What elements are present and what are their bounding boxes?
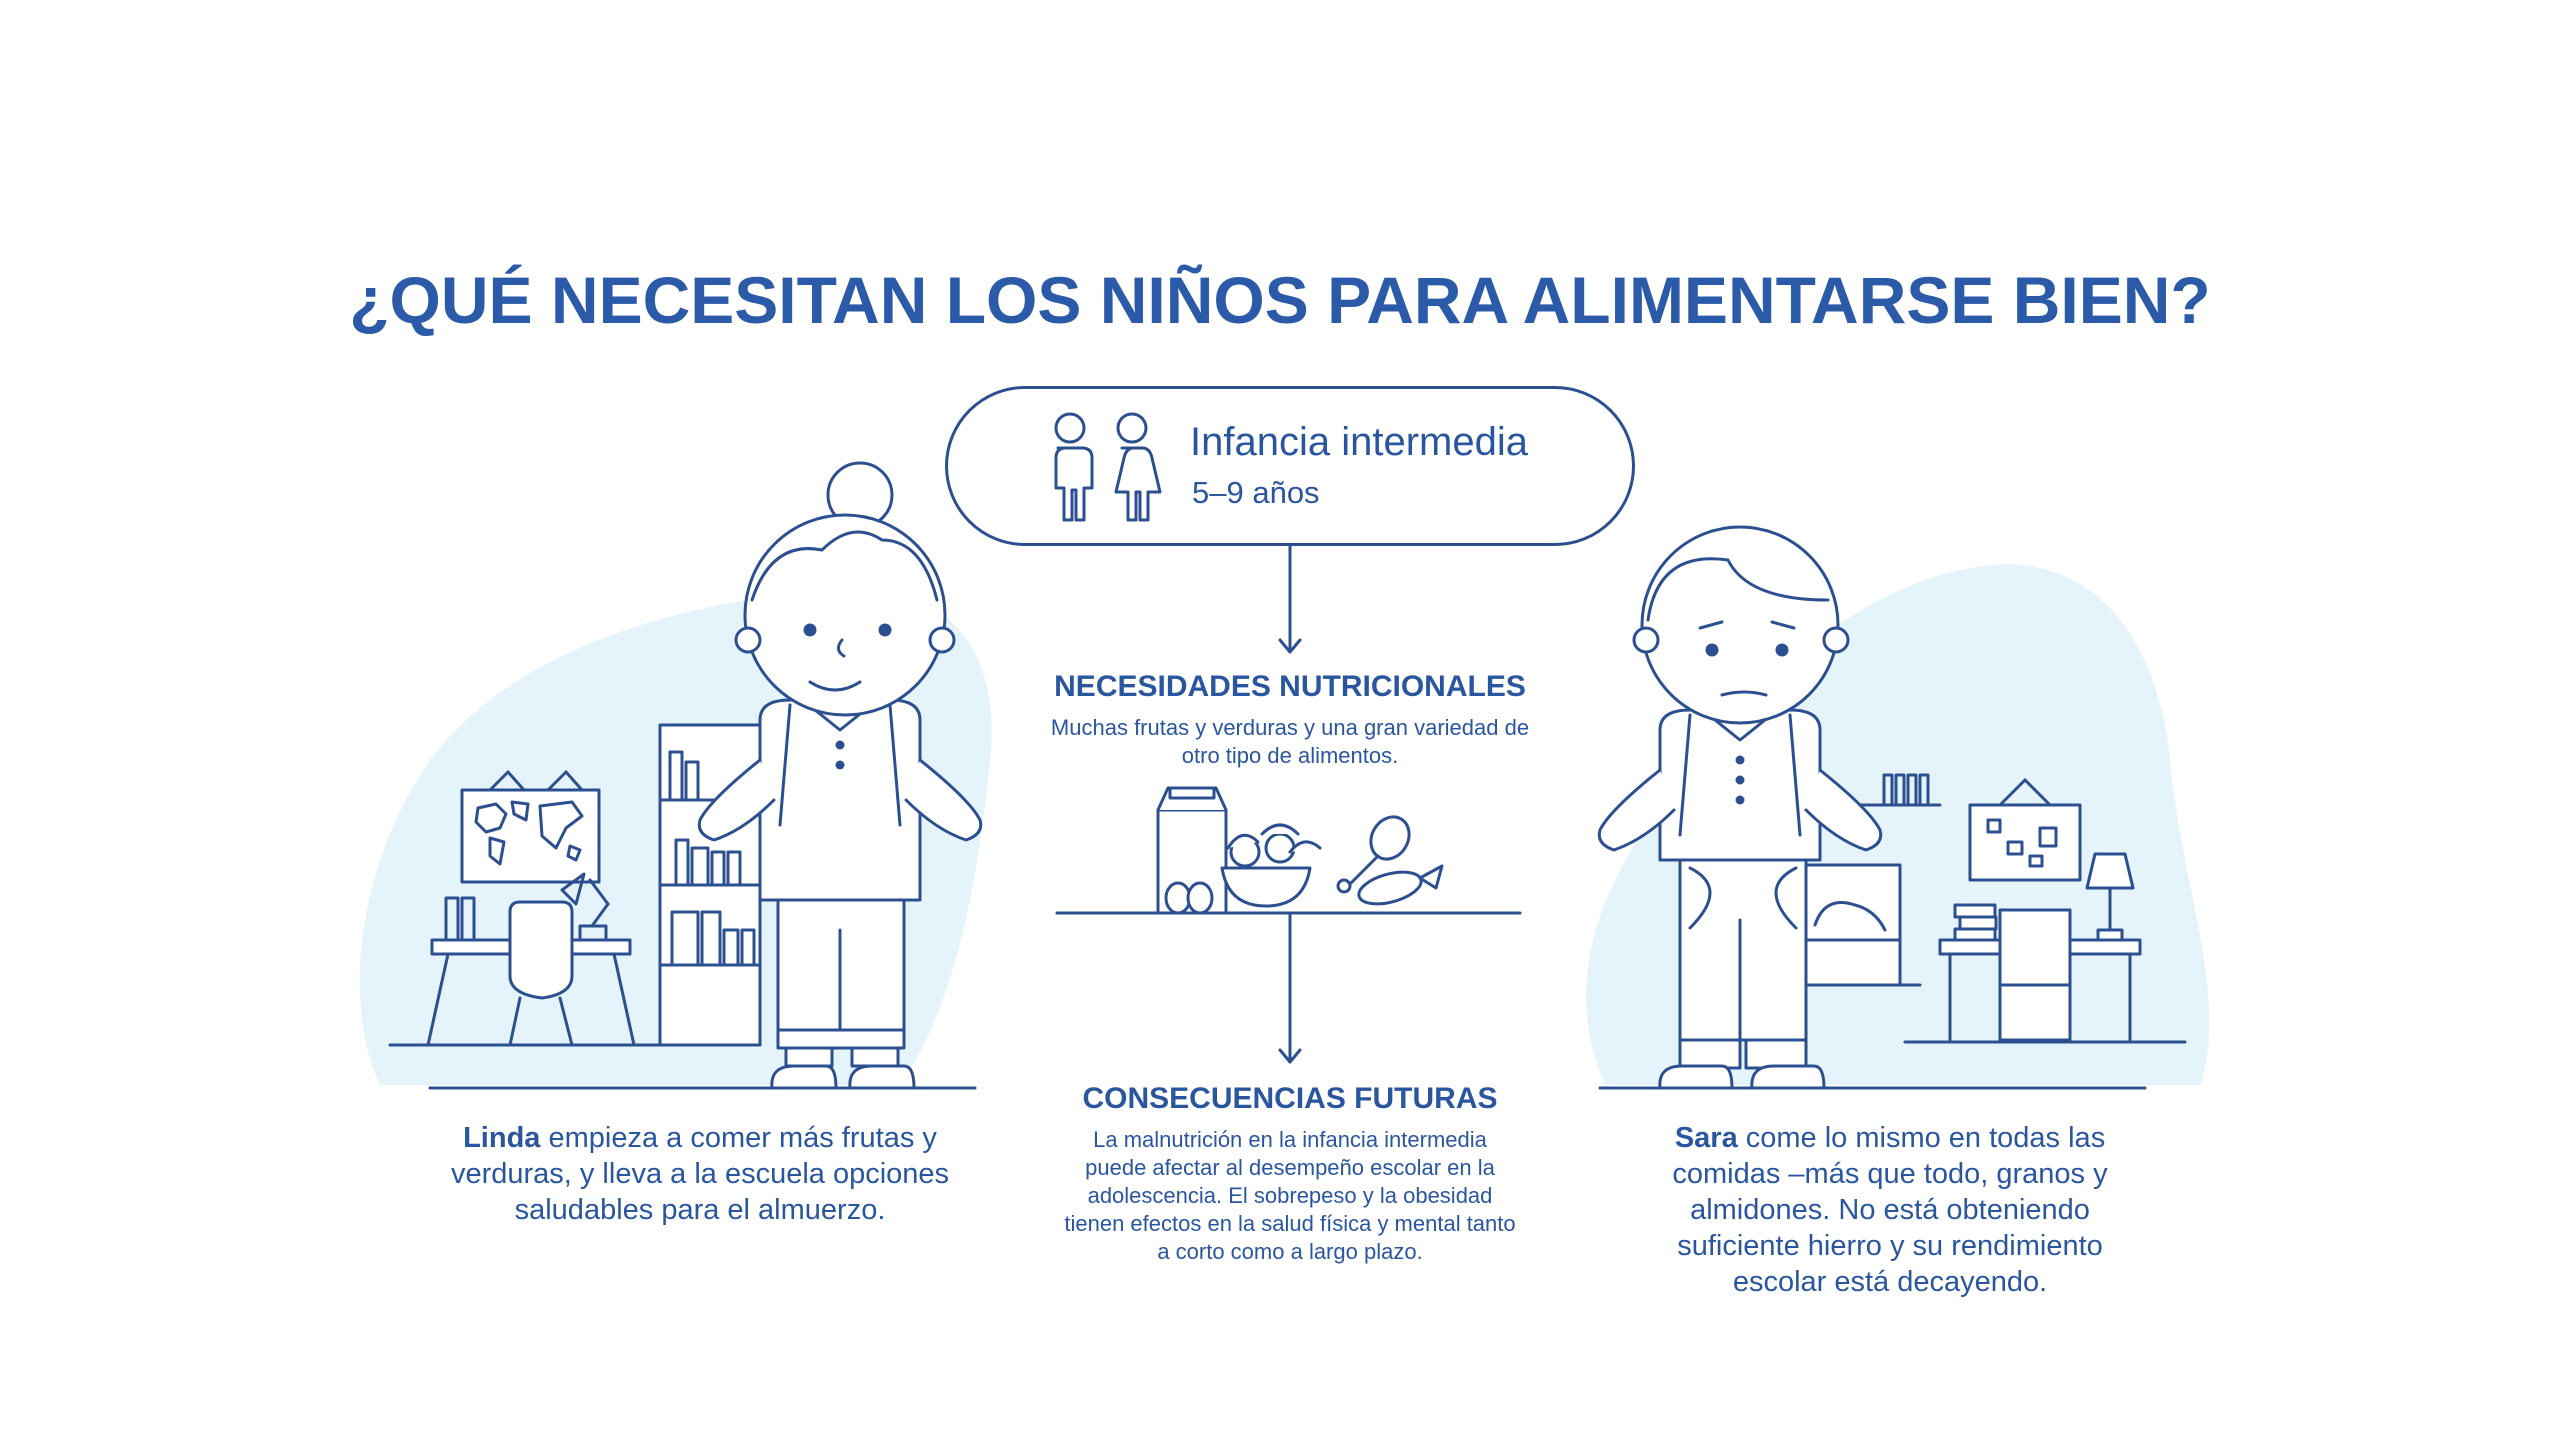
- page-title: ¿QUÉ NECESITAN LOS NIÑOS PARA ALIMENTARSE BIEN?: [349, 263, 2211, 337]
- linda-caption: [440, 1120, 960, 1228]
- consequences-heading: CONSECUENCIAS FUTURAS: [1082, 1082, 1498, 1115]
- stage-age-range: 5–9 años: [1192, 475, 1320, 510]
- needs-heading: NECESIDADES NUTRICIONALES: [1054, 670, 1526, 703]
- salad-bowl-icon: [1222, 825, 1320, 906]
- children-icon: [1040, 410, 1170, 525]
- linda-name: Linda: [463, 1122, 541, 1154]
- linda-text: empieza a comer más frutas y verduras, y lleva a la escuela opciones saludables para el almuerzo.: [450, 1122, 950, 1226]
- stage-name: Infancia intermedia: [1190, 420, 1528, 464]
- sara-name: Sara: [1674, 1122, 1738, 1154]
- needs-text: Muchas frutas y verduras y una gran variedad de otro tipo de alimentos.: [1050, 715, 1530, 768]
- milk-carton-icon: [1158, 788, 1226, 913]
- sara-text: come lo mismo en todas las comidas –más que todo, granos y almidones. No está obteniendo suficiente hierro y su rendimiento escolar está decayendo.: [1672, 1122, 2108, 1298]
- fish-icon: [1355, 866, 1442, 910]
- world-map-picture: [462, 772, 599, 882]
- consequences-text: La malnutrición en la infancia intermedia puede afectar al desempeño escolar en la adolescencia. El sobrepeso y la obesidad tienen efectos en la salud física y mental tanto a corto como a largo plazo.: [1064, 1127, 1516, 1264]
- sara-caption: [1640, 1120, 2140, 1300]
